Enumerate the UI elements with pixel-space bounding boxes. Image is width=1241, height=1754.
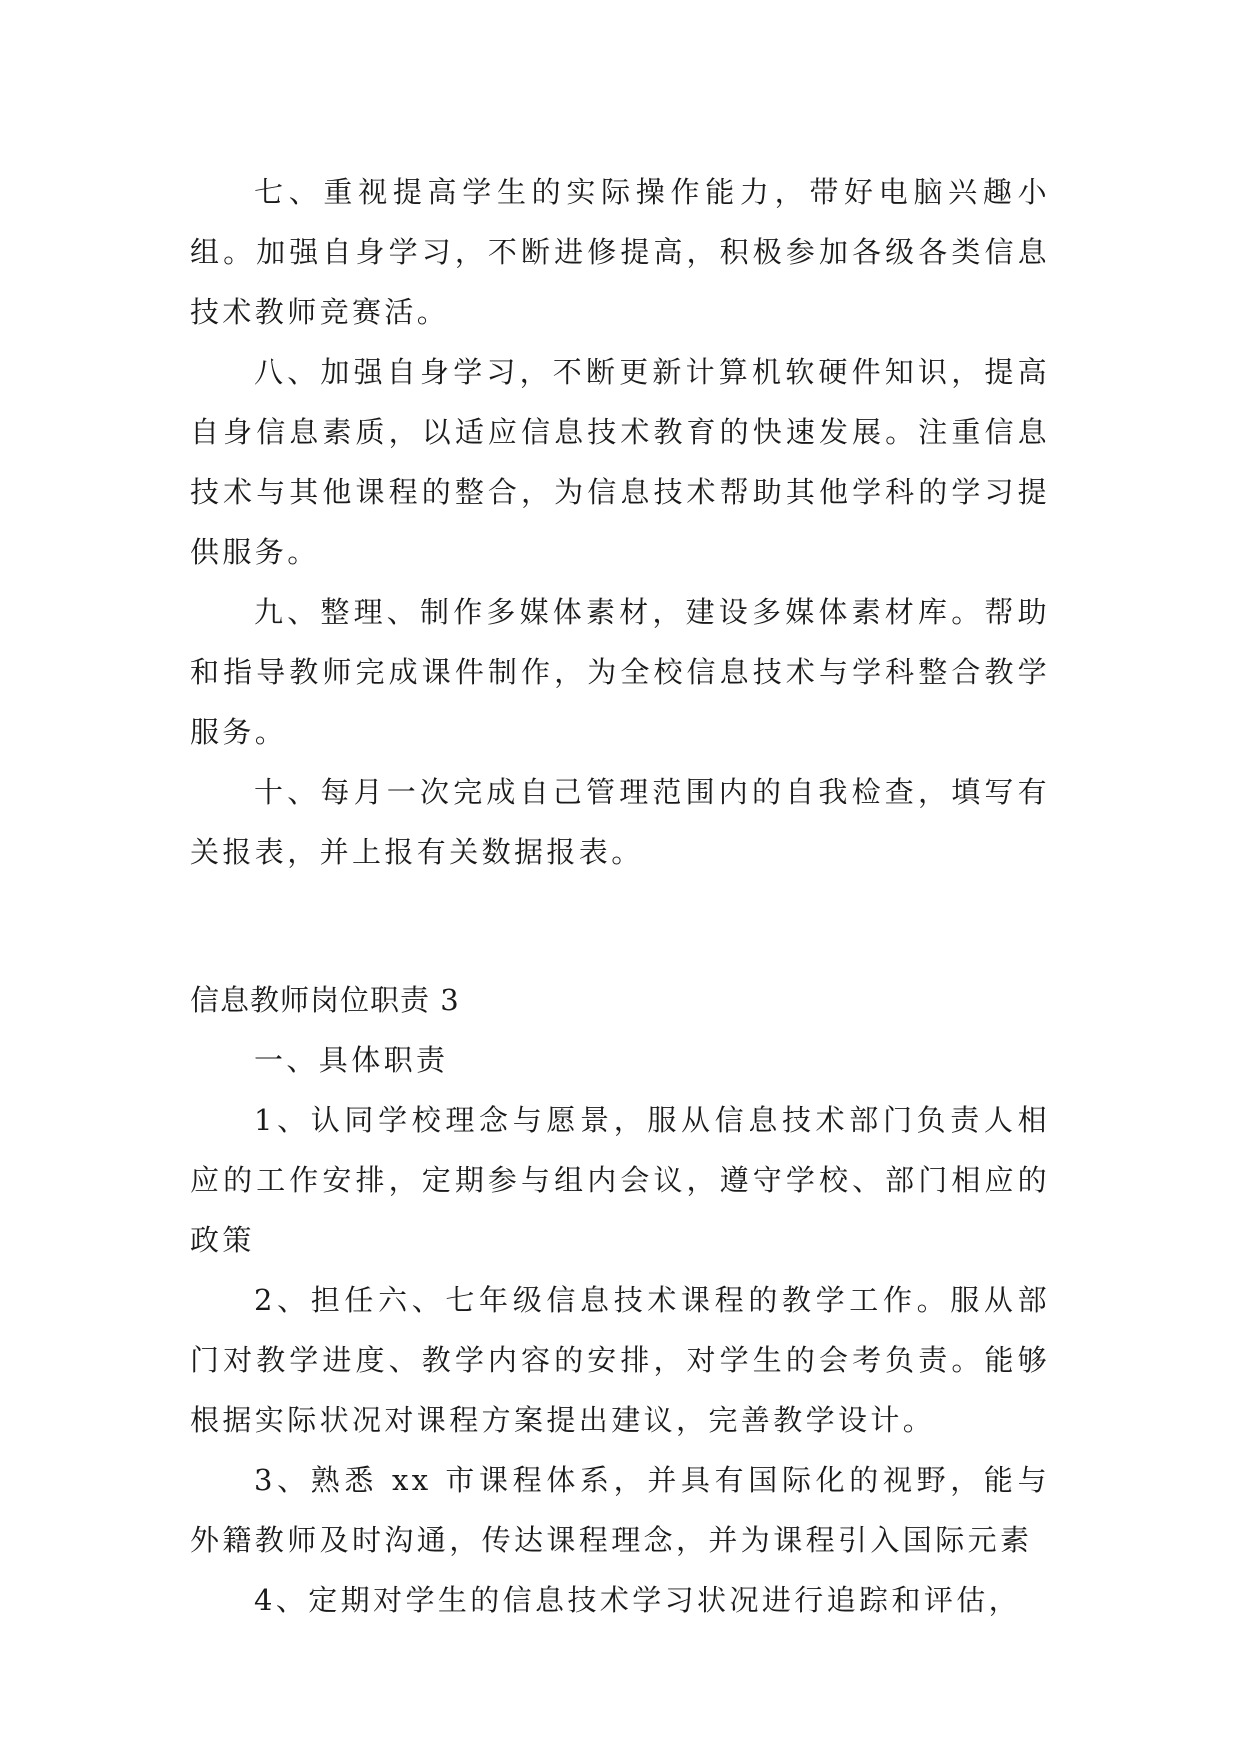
paragraph-item-9: 九、整理、制作多媒体素材，建设多媒体素材库。帮助和指导教师完成课件制作，为全校信息技术与学科整合教学服务。 xyxy=(190,595,1050,749)
section-spacer xyxy=(190,882,1050,970)
paragraph-item-10: 十、每月一次完成自己管理范围内的自我检查，填写有关报表，并上报有关数据报表。 xyxy=(190,775,1050,869)
section-subtitle: 一、具体职责 xyxy=(254,1043,449,1077)
duty-item-4: 4、定期对学生的信息技术学习状况进行追踪和评估， xyxy=(254,1583,1022,1617)
paragraph-item-7: 七、重视提高学生的实际操作能力，带好电脑兴趣小组。加强自身学习，不断进修提高，积极参加各级各类信息技术教师竞赛活。 xyxy=(190,175,1050,329)
duty-item-2: 2、担任六、七年级信息技术课程的教学工作。服从部门对教学进度、教学内容的安排，对学生的会考负责。能够根据实际状况对课程方案提出建议，完善教学设计。 xyxy=(190,1283,1050,1437)
duty-item-3: 3、熟悉 xx 市课程体系，并具有国际化的视野，能与外籍教师及时沟通，传达课程理念，并为课程引入国际元素 xyxy=(190,1463,1050,1557)
duty-item-1: 1、认同学校理念与愿景，服从信息技术部门负责人相应的工作安排，定期参与组内会议，遵守学校、部门相应的政策 xyxy=(190,1103,1050,1257)
paragraph-item-8: 八、加强自身学习，不断更新计算机软硬件知识，提高自身信息素质，以适应信息技术教育的快速发展。注重信息技术与其他课程的整合，为信息技术帮助其他学科的学习提供服务。 xyxy=(190,355,1050,569)
document-body xyxy=(190,162,1050,1630)
section-title: 信息教师岗位职责 3 xyxy=(190,983,460,1017)
